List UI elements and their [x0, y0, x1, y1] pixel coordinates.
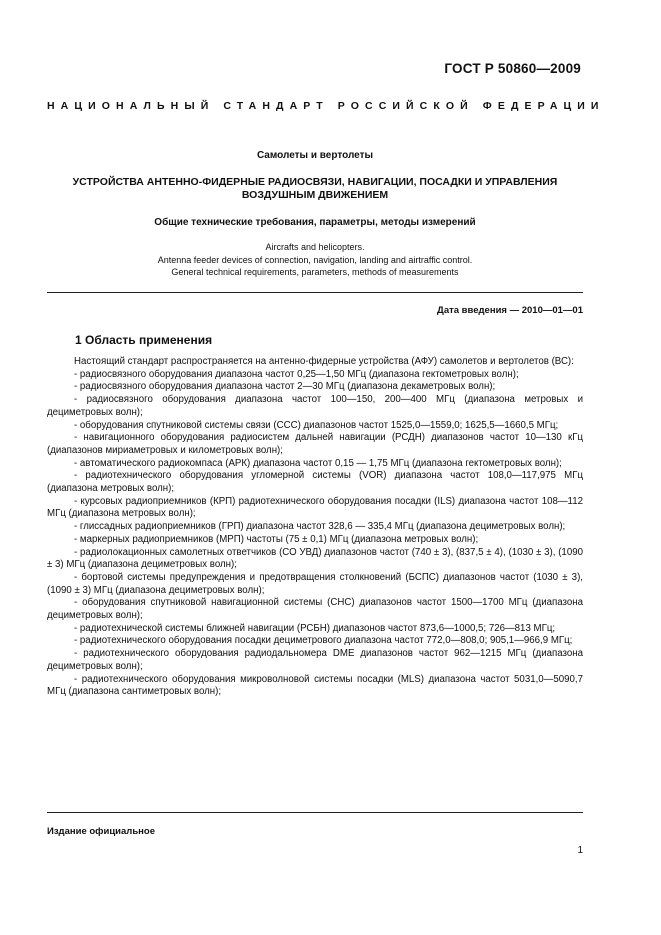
- list-item: - маркерных радиоприемников (МРП) частоты (75 ± 0,1) МГц (диапазона метровых волн);: [74, 533, 479, 545]
- english-title-line: Aircrafts and helicopters.: [265, 242, 365, 252]
- list-item: - оборудования спутниковой системы связи (ССС) диапазонов частот 1525,0—1559,0; 1625,5—1660,5 МГц;: [74, 419, 559, 431]
- document-subtitle: Общие технические требования, параметры, методы измерений: [154, 217, 476, 228]
- page-number: 1: [577, 845, 583, 856]
- list-item: - радиосвязного оборудования диапазона частот 0,25—1,50 МГц (диапазона гектометровых волн);: [74, 368, 519, 380]
- section-heading: 1 Область применения: [75, 333, 213, 347]
- introduction-date: Дата введения — 2010—01—01: [437, 305, 583, 316]
- list-item: - радиолокационных самолетных ответчиков (СО УВД) диапазонов частот (740 ± 3), (837,5 ± 4), (1030 ± 3), (1090 ± 3) МГц (диапазона дециметровых волн);: [47, 546, 583, 571]
- document-title: УСТРОЙСТВА АНТЕННО-ФИДЕРНЫЕ РАДИОСВЯЗИ, НАВИГАЦИИ, ПОСАДКИ И УПРАВЛЕНИЯ ВОЗДУШНЫМ ДВИЖЕНИЕМ: [72, 176, 558, 201]
- english-title-line: General technical requirements, parameters, methods of measurements: [171, 267, 459, 277]
- list-item: - радиотехнического оборудования микроволновой системы посадки (MLS) диапазона частот 5031,0—5090,7 МГц (диапазона сантиметровых волн);: [47, 673, 583, 698]
- list-item: - радиотехнического оборудования радиодальномера DME диапазонов частот 962—1215 МГц (диапазона дециметровых волн);: [47, 648, 583, 672]
- document-subject: Самолеты и вертолеты: [256, 150, 374, 161]
- intro-paragraph: Настоящий стандарт распространяется на антенно-фидерные устройства (АФУ) самолетов и вертолетов (ВС):: [74, 356, 574, 367]
- list-item: - курсовых радиоприемников (КРП) радиотехнического оборудования посадки (ILS) диапазона частот 108—112 МГц (диапазона метровых волн);: [47, 495, 583, 520]
- edition-label: Издание официальное: [47, 826, 155, 837]
- list-item: - автоматического радиокомпаса (АРК) диапазона частот 0,15 — 1,75 МГц (диапазона гектометровых волн);: [74, 457, 562, 469]
- list-item: - радиотехнического оборудования угломерной системы (VOR) диапазона частот 108,0—117,975 МГц (диапазона метровых волн);: [47, 470, 583, 495]
- english-title-line: Antenna feeder devices of connection, navigation, landing and airtraffic control.: [157, 254, 473, 265]
- standard-number: ГОСТ Р 50860—2009: [444, 61, 581, 76]
- list-item: - радиосвязного оборудования диапазона частот 100—150, 200—400 МГц (диапазона метровых и дециметровых волн);: [47, 394, 583, 418]
- list-item: - оборудования спутниковой навигационной системы (СНС) диапазонов частот 1500—1700 МГц (диапазона дециметровых волн);: [47, 597, 583, 622]
- list-item: - глиссадных радиоприемников (ГРП) диапазона частот 328,6 — 335,4 МГц (диапазона дециметровых волн);: [74, 521, 566, 533]
- list-item: - радиосвязного оборудования диапазона частот 2—30 МГц (диапазона декаметровых волн);: [74, 381, 496, 393]
- list-item: - бортовой системы предупреждения и предотвращения столкновений (БСПС) диапазонов частот (1030 ± 3), (1090 ± 3) МГц (диапазона дециметровых волн);: [47, 571, 583, 596]
- list-item: - радиотехнической системы ближней навигации (РСБН) диапазонов частот 873,6—1000,5; 726—813 МГц;: [74, 622, 556, 634]
- list-item: - радиотехнического оборудования посадки дециметрового диапазона частот 772,0—808,0; 905,1—966,9 МГц;: [74, 635, 573, 647]
- national-standard-banner: НАЦИОНАЛЬНЫЙ СТАНДАРТ РОССИЙСКОЙ ФЕДЕРАЦИИ: [47, 100, 605, 112]
- section-body: [47, 356, 583, 699]
- footer-divider: [47, 812, 583, 813]
- list-item: - навигационного оборудования радиосистем дальней навигации (РСДН) диапазонов частот 10—130 кГц (диапазонов мириаметровых и километровых волн);: [47, 432, 583, 456]
- header-divider: [47, 292, 583, 293]
- english-title-block: [47, 241, 583, 279]
